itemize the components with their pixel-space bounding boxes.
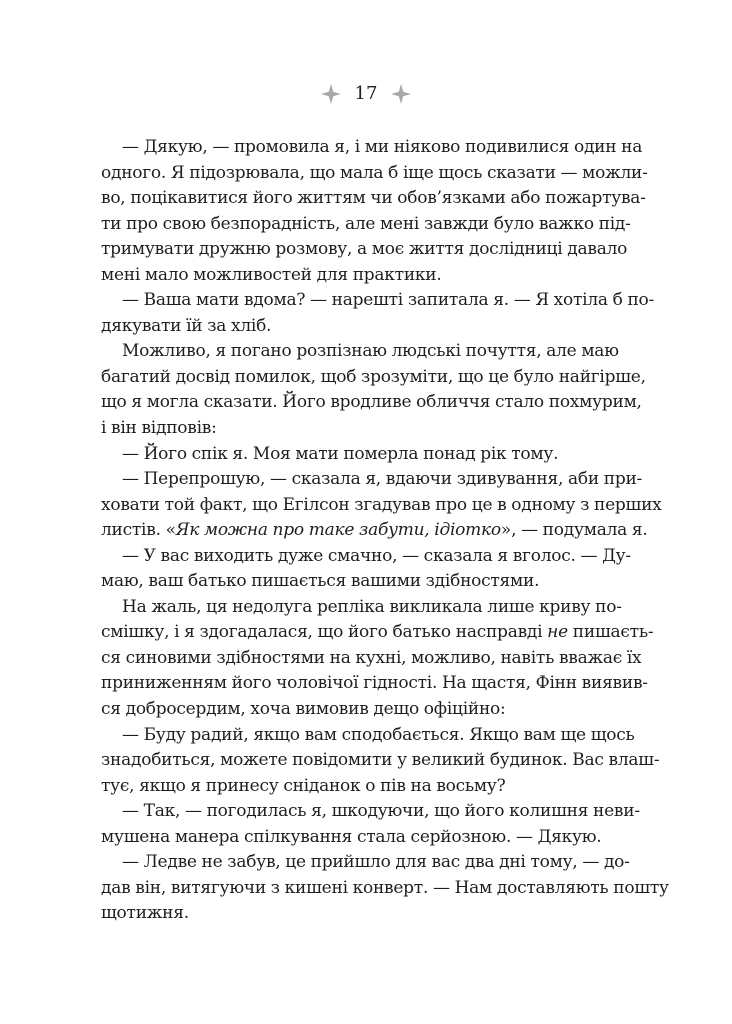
italic-word: не bbox=[547, 622, 568, 643]
italic-quote: Як можна про таке забути, ідіотко bbox=[175, 520, 501, 541]
text-line: ся добросердим, хоча вимовив дещо офіційно: bbox=[101, 699, 506, 720]
text-line: — Ледве не забув, це прийшло для вас два дні тому, — до- bbox=[122, 852, 630, 873]
text-line: тує, якщо я принесу сніданок о пів на восьму? bbox=[101, 775, 506, 796]
text-line: смішку, і я здогадалася, що його батько насправді не пишаєть- bbox=[101, 622, 654, 643]
paragraph bbox=[101, 544, 631, 595]
text-line: Можливо, я погано розпізнаю людські почуття, але маю bbox=[122, 341, 619, 362]
text-line: — У вас виходить дуже смачно, — сказала я вголос. — Ду- bbox=[122, 545, 631, 566]
text-line: маю, ваш батько пишається вашими здібностями. bbox=[101, 571, 540, 592]
paragraph bbox=[101, 288, 655, 339]
text-line: ховати той факт, що Егілсон згадував про це в одному з перших bbox=[101, 494, 662, 515]
text-line: одного. Я підозрювала, що мала б іще щось сказати — можли- bbox=[101, 162, 648, 183]
text-line: тримувати дружню розмову, а моє життя дослідниці давало bbox=[101, 239, 628, 260]
paragraph bbox=[101, 467, 662, 544]
body-text bbox=[101, 135, 669, 927]
text-line: багатий досвід помилок, щоб зрозуміти, що це було найгірше, bbox=[101, 366, 646, 387]
text-line: — Перепрошую, — сказала я, вдаючи здивування, аби при- bbox=[122, 469, 643, 490]
text-line: На жаль, ця недолуга репліка викликала лише криву по- bbox=[122, 596, 622, 617]
text-line: дав він, витягуючи з кишені конверт. — Нам доставляють пошту bbox=[101, 877, 669, 898]
text-line: дякувати їй за хліб. bbox=[101, 315, 272, 336]
text-line: і він відповів: bbox=[101, 418, 217, 439]
paragraph bbox=[101, 339, 646, 441]
paragraph bbox=[101, 850, 669, 927]
text-line: мені мало можливостей для практики. bbox=[101, 264, 442, 285]
page-number: 17 bbox=[354, 83, 378, 104]
four-point-star-icon bbox=[391, 84, 411, 104]
text-line: ся синовими здібностями на кухні, можливо, навіть вважає їх bbox=[101, 647, 642, 668]
text-line: во, поцікавитися його життям чи обов’язками або пожартува- bbox=[101, 188, 646, 209]
paragraph bbox=[101, 135, 648, 288]
four-point-star-icon bbox=[321, 84, 341, 104]
text-line: щотижня. bbox=[101, 903, 189, 924]
text-line: — Так, — погодилась я, шкодуючи, що його колишня неви- bbox=[122, 801, 640, 822]
paragraph bbox=[101, 595, 654, 723]
page-header bbox=[0, 80, 732, 108]
text-line: листів. «Як можна про таке забути, ідіотко», — подумала я. bbox=[101, 520, 648, 541]
paragraph bbox=[101, 723, 660, 800]
text-line: ти про свою безпорадність, але мені завжди було важко під- bbox=[101, 213, 631, 234]
text-line: знадобиться, можете повідомити у великий будинок. Вас влаш- bbox=[101, 750, 660, 771]
text-line: що я могла сказати. Його вродливе обличчя стало похмурим, bbox=[101, 392, 642, 413]
text-line: — Дякую, — промовила я, і ми ніяково подивилися один на bbox=[122, 137, 643, 157]
text-line: — Ваша мати вдома? — нарешті запитала я. — Я хотіла б по- bbox=[122, 290, 655, 311]
paragraph bbox=[101, 799, 640, 850]
text-line: мушена манера спілкування стала серйозною. — Дякую. bbox=[101, 826, 602, 847]
text-line: приниженням його чоловічої гідності. На щастя, Фінн виявив- bbox=[101, 673, 648, 694]
text-line: — Буду радий, якщо вам сподобається. Якщо вам ще щось bbox=[122, 724, 635, 745]
paragraph bbox=[101, 442, 618, 468]
text-line: — Його спік я. Моя мати померла понад рік тому. bbox=[122, 443, 559, 464]
